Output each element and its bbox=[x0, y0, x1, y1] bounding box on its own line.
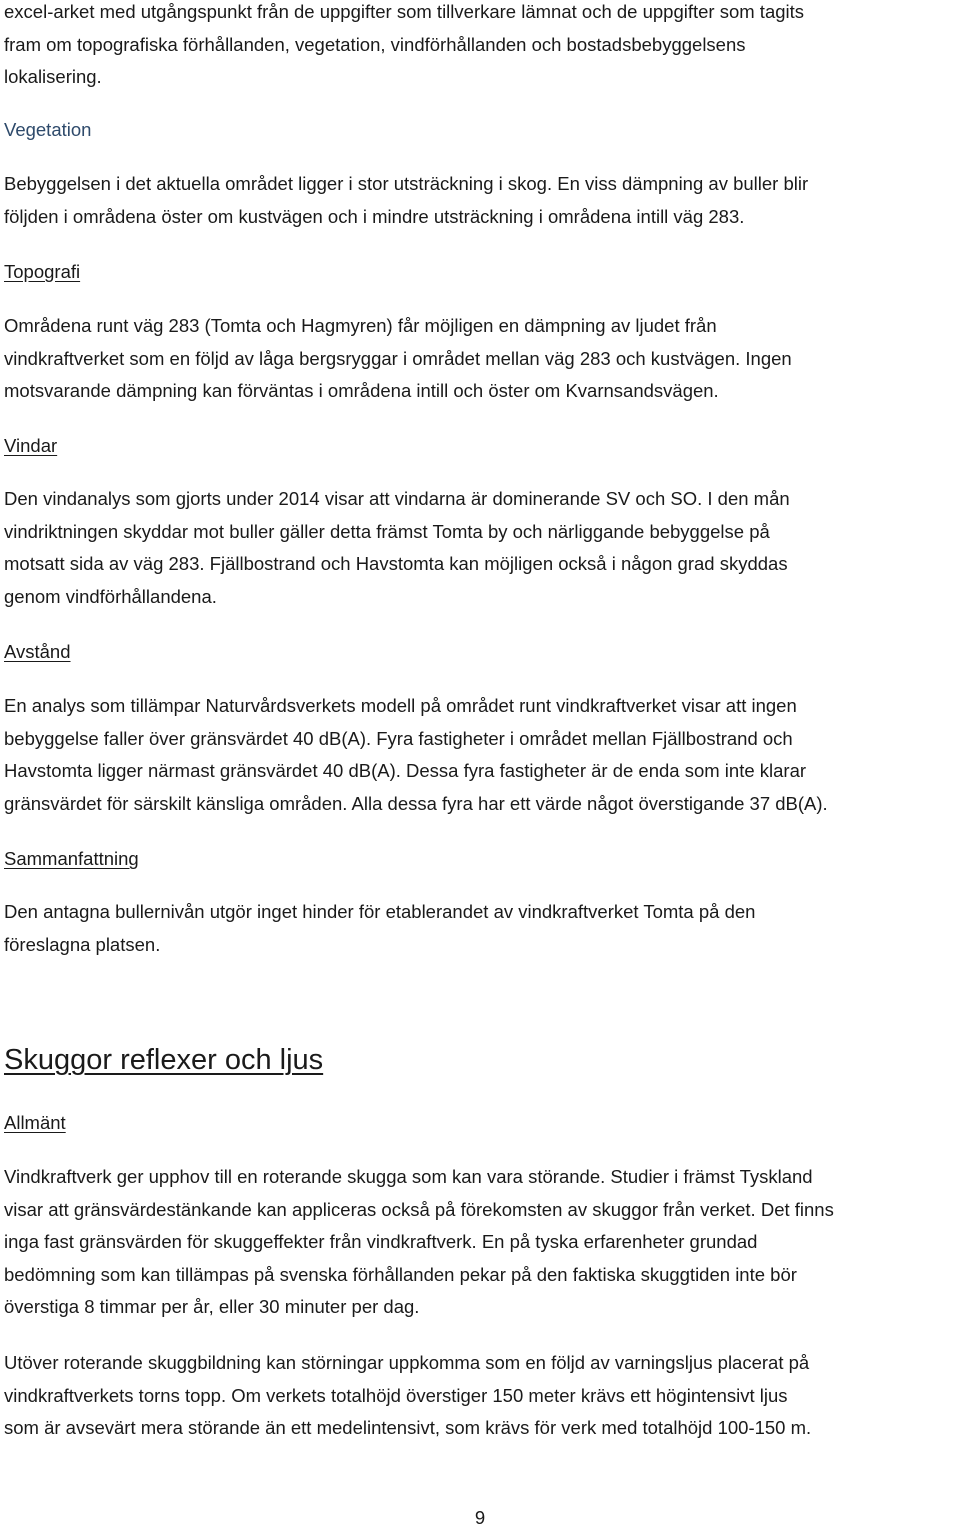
text-line: vindriktningen skyddar mot buller gäller detta främst Tomta by och närliggande bebyggelse på bbox=[4, 520, 770, 542]
text-line: Havstomta ligger närmast gränsvärdet 40 dB(A). Dessa fyra fastigheter är de enda som inte klarar bbox=[4, 760, 807, 782]
chapter-heading: Skuggor reflexer och ljus bbox=[4, 1044, 324, 1076]
page-number: 9 bbox=[474, 1507, 486, 1528]
vindar-paragraph bbox=[4, 483, 790, 613]
text-line: lokalisering. bbox=[4, 66, 102, 88]
text-line: visar att gränsvärdestänkande kan appliceras också på förekomsten av skuggor från verket. Det finns bbox=[4, 1198, 834, 1220]
text-line: Bebyggelsen i det aktuella området ligger i stor utsträckning i skog. En viss dämpning av buller blir bbox=[4, 173, 809, 194]
avstand-paragraph bbox=[4, 690, 828, 820]
text-line: föreslagna platsen. bbox=[4, 933, 161, 955]
section-heading-sammanfattning: Sammanfattning bbox=[4, 848, 139, 869]
text-line: Områdena runt väg 283 (Tomta och Hagmyren) får möjligen en dämpning av ljudet från bbox=[4, 315, 717, 336]
text-line: gränsvärdet för särskilt känsliga områden. Alla dessa fyra har ett värde något överstigande 37 dB(A). bbox=[4, 792, 828, 814]
section-heading-vegetation: Vegetation bbox=[4, 119, 92, 140]
section-heading-allmant: Allmänt bbox=[4, 1112, 66, 1133]
text-line: överstiga 8 timmar per år, eller 30 minuter per dag. bbox=[4, 1296, 420, 1318]
topografi-paragraph bbox=[4, 310, 792, 408]
text-line: motsatt sida av väg 283. Fjällbostrand och Havstomta kan möjligen också i någon grad skyddas bbox=[4, 553, 788, 575]
text-line: Utöver roterande skuggbildning kan störningar uppkomma som en följd av varningsljus placerat på bbox=[4, 1352, 810, 1373]
text-line: bebyggelse faller över gränsvärdet 40 dB(A). Fyra fastigheter i området mellan Fjällbostrand och bbox=[4, 727, 793, 749]
section-heading-avstand: Avstånd bbox=[4, 641, 71, 662]
intro-paragraph bbox=[4, 0, 804, 94]
ljus-paragraph bbox=[4, 1347, 811, 1445]
text-line: Den antagna bullernivån utgör inget hinder för etablerandet av vindkraftverket Tomta på den bbox=[4, 901, 756, 922]
text-line: Den vindanalys som gjorts under 2014 visar att vindarna är dominerande SV och SO. I den mån bbox=[4, 488, 790, 509]
text-line: vindkraftverkets torns topp. Om verkets totalhöjd överstiger 150 meter krävs ett högintensivt ljus bbox=[4, 1384, 788, 1406]
text-line: inga fast gränsvärden för skuggeffekter från vindkraftverk. En på tyska erfarenheter grundad bbox=[4, 1231, 758, 1253]
text-line: excel-arket med utgångspunkt från de uppgifter som tillverkare lämnat och de uppgifter som tagits bbox=[4, 1, 805, 22]
text-line: vindkraftverket som en följd av låga bergsryggar i området mellan väg 283 och kustvägen. Ingen bbox=[4, 347, 792, 369]
text-line: genom vindförhållandena. bbox=[4, 585, 217, 607]
sammanfattning-paragraph bbox=[4, 896, 755, 961]
text-line: bedömning som kan tillämpas på svenska förhållanden pekar på den faktiska skuggtiden inte bör bbox=[4, 1263, 797, 1285]
section-heading-vindar: Vindar bbox=[4, 435, 58, 456]
section-heading-topografi: Topografi bbox=[4, 261, 81, 282]
text-line: En analys som tillämpar Naturvårdsverkets modell på området runt vindkraftverket visar att ingen bbox=[4, 695, 797, 716]
text-line: fram om topografiska förhållanden, vegetation, vindförhållanden och bostadsbebyggelsens bbox=[4, 33, 746, 55]
text-line: som är avsevärt mera störande än ett medelintensivt, som krävs för verk med totalhöjd 100-150 m. bbox=[4, 1417, 812, 1439]
allmant-paragraph bbox=[4, 1161, 834, 1324]
vegetation-paragraph bbox=[4, 168, 808, 233]
text-line: motsvarande dämpning kan förväntas i områdena intill och öster om Kvarnsandsvägen. bbox=[4, 380, 719, 402]
text-line: följden i områdena öster om kustvägen och i mindre utsträckning i områdena intill väg 283. bbox=[4, 205, 745, 227]
text-line: Vindkraftverk ger upphov till en roterande skugga som kan vara störande. Studier i främst Tyskland bbox=[4, 1166, 813, 1187]
